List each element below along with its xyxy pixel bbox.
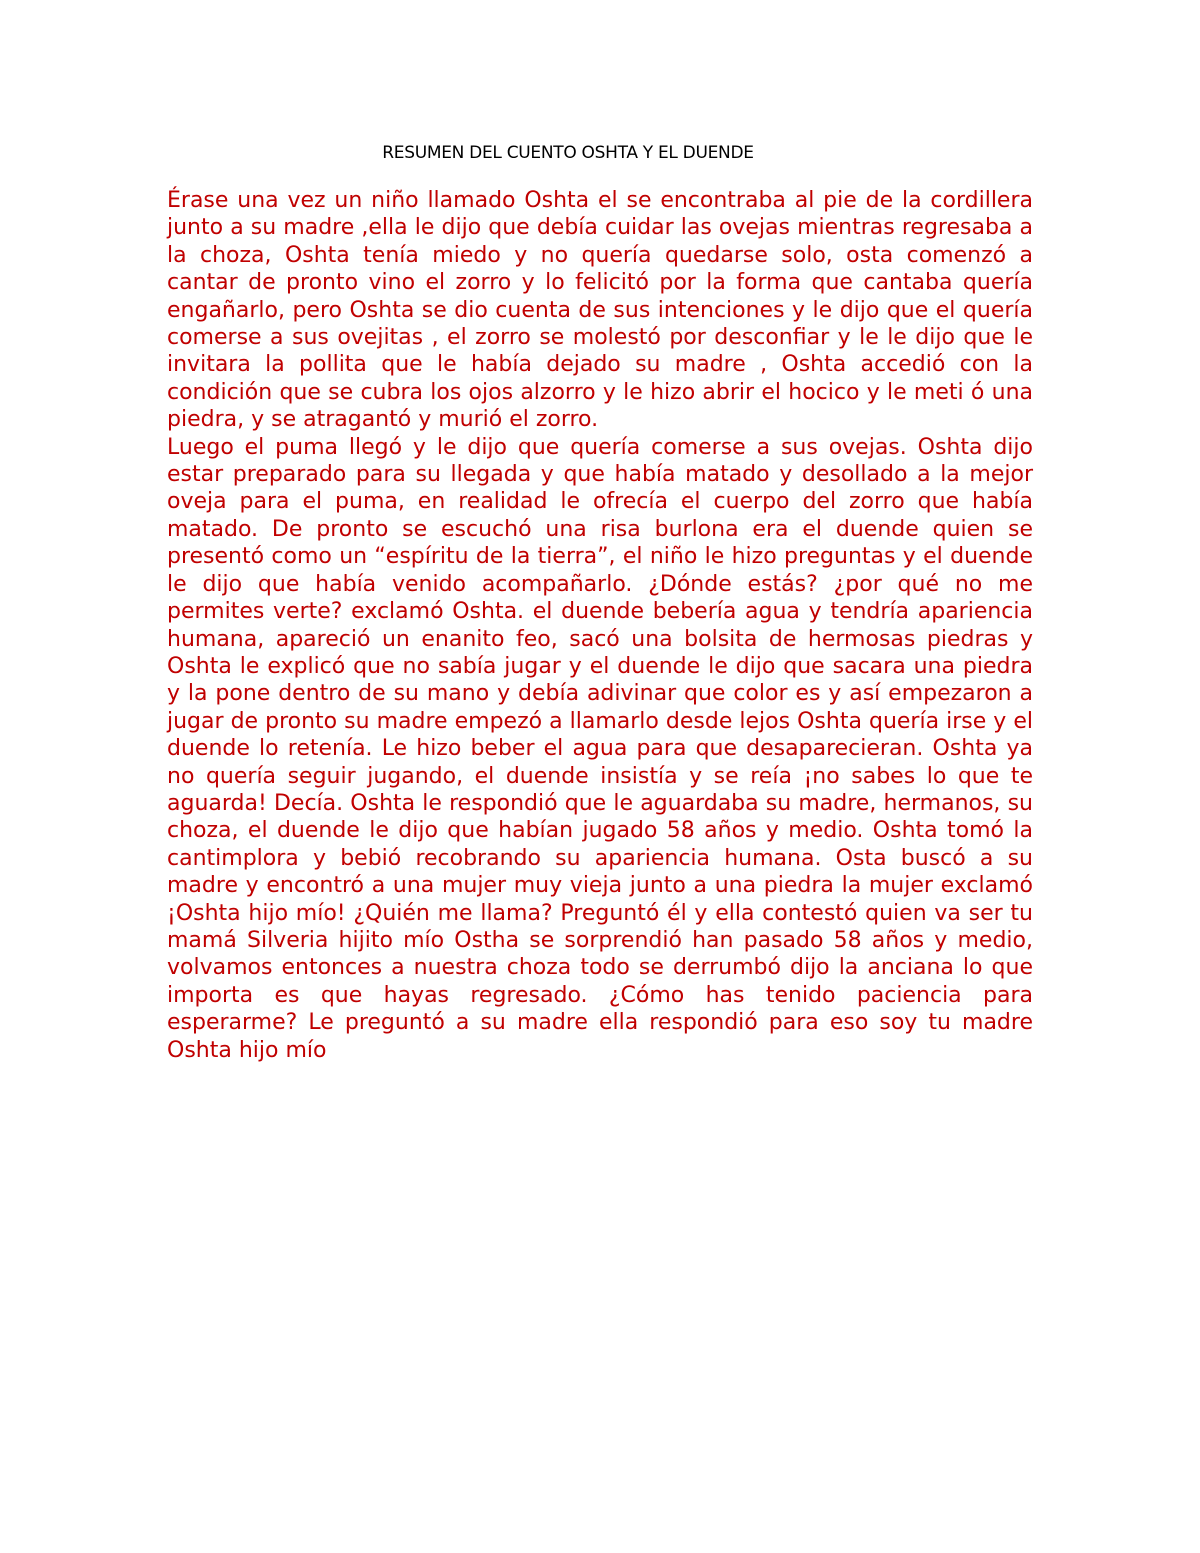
document-title: RESUMEN DEL CUENTO OSHTA Y EL DUENDE — [382, 143, 754, 163]
paragraph-2: Luego el puma llegó y le dijo que quería comerse a sus ovejas. Oshta dijo estar preparado para su llegada y que había matado y desollado a la mejor oveja para el puma, en realidad le ofrecía el cuerpo del zorro que había matado. De pronto se escuchó una risa burlona era el duende quien se presentó como un “espíritu de la tierra”, el niño le hizo preguntas y el duende le dijo que había venido acompañarlo. ¿Dónde estás? ¿por qué no me permites verte? exclamó Oshta. el duende bebería agua y tendría apariencia humana, apareció un enanito feo, sacó una bolsita de hermosas piedras y Oshta le explicó que no sabía jugar y el duende le dijo que sacara una piedra y la pone dentro de su mano y debía adivinar que color es y así empezaron a jugar de pronto su madre empezó a llamarlo desde lejos Oshta quería irse y el duende lo retenía. Le hizo beber el agua para que desaparecieran. Oshta ya no quería seguir jugando, el duende insistía y se reía ¡no sabes lo que te aguarda! Decía. Oshta le respondió que le aguardaba su madre, hermanos, su choza, el duende le dijo que habían jugado 58 años y medio. Oshta tomó la cantimplora y bebió recobrando su apariencia humana. Osta buscó a su madre y encontró a una mujer muy vieja junto a una piedra la mujer exclamó ¡Oshta hijo mío! ¿Quién me llama? Preguntó él y ella contestó quien va ser tu mamá Silveria hijito mío Ostha se sorprendió han pasado 58 años y medio, volvamos entonces a nuestra choza todo se derrumbó dijo la anciana lo que importa es que hayas regresado. ¿Cómo has tenido paciencia para esperarme? Le preguntó a su madre ella respondió para eso soy tu madre Oshta hijo mío — [167, 434, 1033, 1063]
paragraph-1: Érase una vez un niño llamado Oshta el se encontraba al pie de la cordillera junto a su madre ,ella le dijo que debía cuidar las ovejas mientras regresaba a la choza, Oshta tenía miedo y no quería quedarse solo, osta comenzó a cantar de pronto vino el zorro y lo felicitó por la forma que cantaba quería engañarlo, pero Oshta se dio cuenta de sus intenciones y le dijo que el quería comerse a sus ovejitas , el zorro se molestó por desconfiar y le le dijo que le invitara la pollita que le había dejado su madre , Oshta accedió con la condición que se cubra los ojos alzorro y le hizo abrir el hocico y le meti ó una piedra, y se atragantó y murió el zorro. — [167, 188, 1033, 433]
document-body — [167, 187, 1033, 1064]
